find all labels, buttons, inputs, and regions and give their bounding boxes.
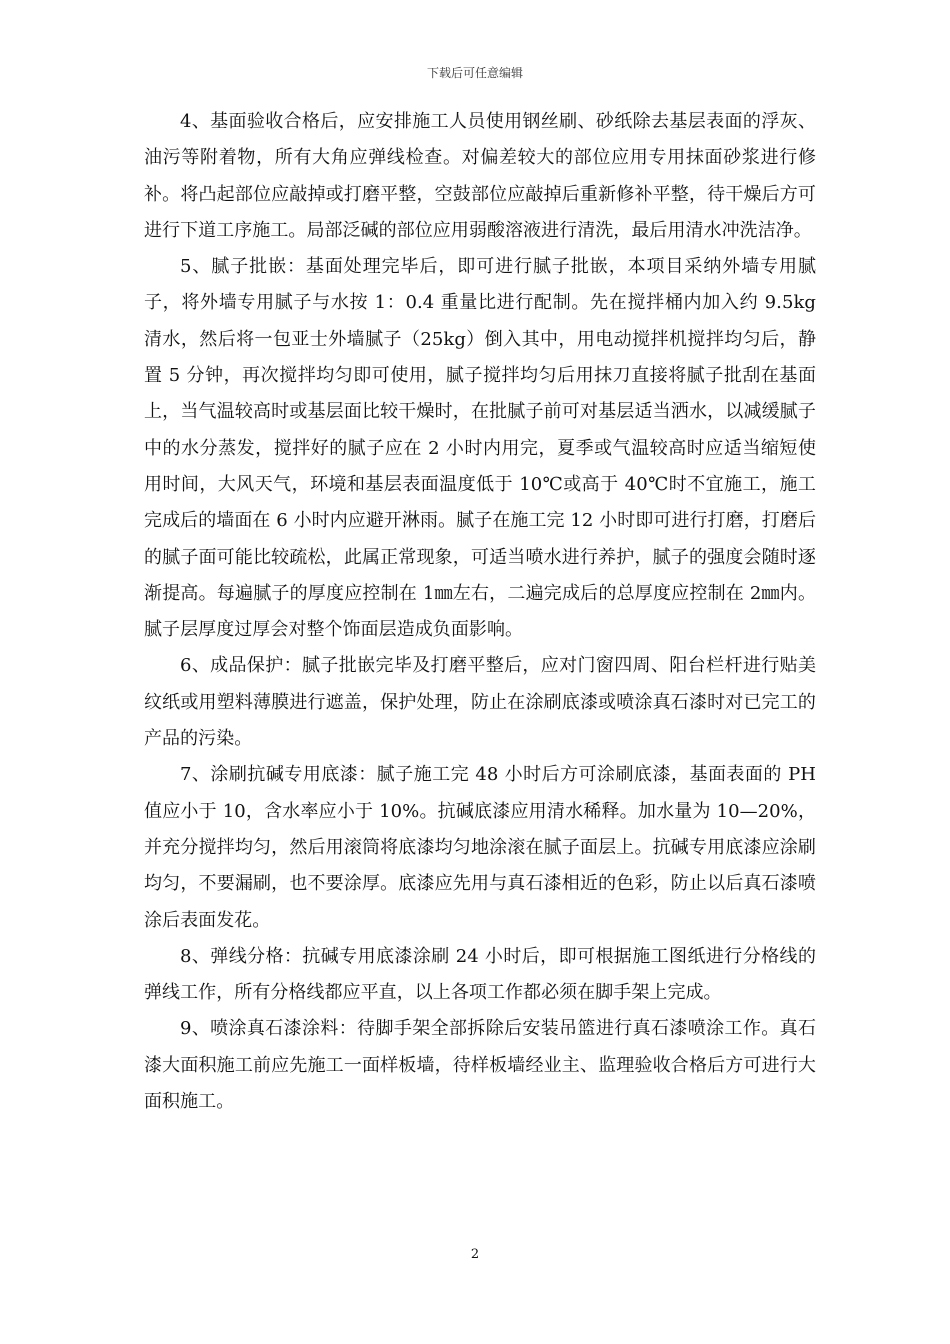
paragraph-step-7: 7、涂刷抗碱专用底漆：腻子施工完 48 小时后方可涂刷底漆，基面表面的 PH 值应小于 10，含水率应小于 10%。抗碱底漆应用清水稀释。加水量为 10—20%，并充分搅拌均匀，然后用滚筒将底漆均匀地涂滚在腻子面层上。抗碱专用底漆应涂刷均匀，不要漏刷，也不要涂厚。底漆应先用与真石漆相近的色彩，防止以后真石漆喷涂后表面发花。: [144, 764, 816, 931]
paragraph-step-6: 6、成品保护：腻子批嵌完毕及打磨平整后，应对门窗四周、阳台栏杆进行贴美纹纸或用塑料薄膜进行遮盖，保护处理，防止在涂刷底漆或喷涂真石漆时对已完工的产品的污染。: [144, 655, 816, 750]
paragraph-step-8: 8、弹线分格：抗碱专用底漆涂刷 24 小时后，即可根据施工图纸进行分格线的弹线工作，所有分格线都应平直，以上各项工作都必须在脚手架上完成。: [144, 945, 816, 1004]
page-header: 下载后可任意编辑: [426, 66, 523, 80]
page-number: 2: [470, 1247, 480, 1262]
paragraph-step-5: 5、腻子批嵌：基面处理完毕后，即可进行腻子批嵌，本项目采纳外墙专用腻子，将外墙专用腻子与水按 1：0.4 重量比进行配制。先在搅拌桶内加入约 9.5kg 清水，然后将一包亚士外墙腻子（25kg）倒入其中，用电动搅拌机搅拌均匀后，静置 5 分钟，再次搅拌均匀即可使用，腻子搅拌均匀后用抹刀直接将腻子批刮在基面上，当气温较高时或基层面比较干燥时，在批腻子前可对基层适当洒水，以减缓腻子中的水分蒸发，搅拌好的腻子应在 2 小时内用完，夏季或气温较高时应适当缩短使用时间，大风天气，环境和基层表面温度低于 10℃或高于 40℃时不宜施工，施工完成后的墙面在 6 小时内应避开淋雨。腻子在施工完 12 小时即可进行打磨，打磨后的腻子面可能比较疏松，此属正常现象，可适当喷水进行养护，腻子的强度会随时逐渐提高。每遍腻子的厚度应控制在 1㎜左右，二遍完成后的总厚度应控制在 2㎜内。腻子层厚度过厚会对整个饰面层造成负面影响。: [144, 256, 816, 641]
paragraph-step-4: 4、基面验收合格后，应安排施工人员使用钢丝刷、砂纸除去基层表面的浮灰、油污等附着物，所有大角应弹线检查。对偏差较大的部位应用专用抹面砂浆进行修补。将凸起部位应敲掉或打磨平整，空鼓部位应敲掉后重新修补平整，待干燥后方可进行下道工序施工。局部泛碱的部位应用弱酸溶液进行清洗，最后用清水冲洗洁净。: [144, 111, 816, 241]
paragraph-step-9: 9、喷涂真石漆涂料：待脚手架全部拆除后安装吊篮进行真石漆喷涂工作。真石漆大面积施工前应先施工一面样板墙，待样板墙经业主、监理验收合格后方可进行大面积施工。: [144, 1018, 816, 1113]
document-body: [144, 104, 816, 1120]
